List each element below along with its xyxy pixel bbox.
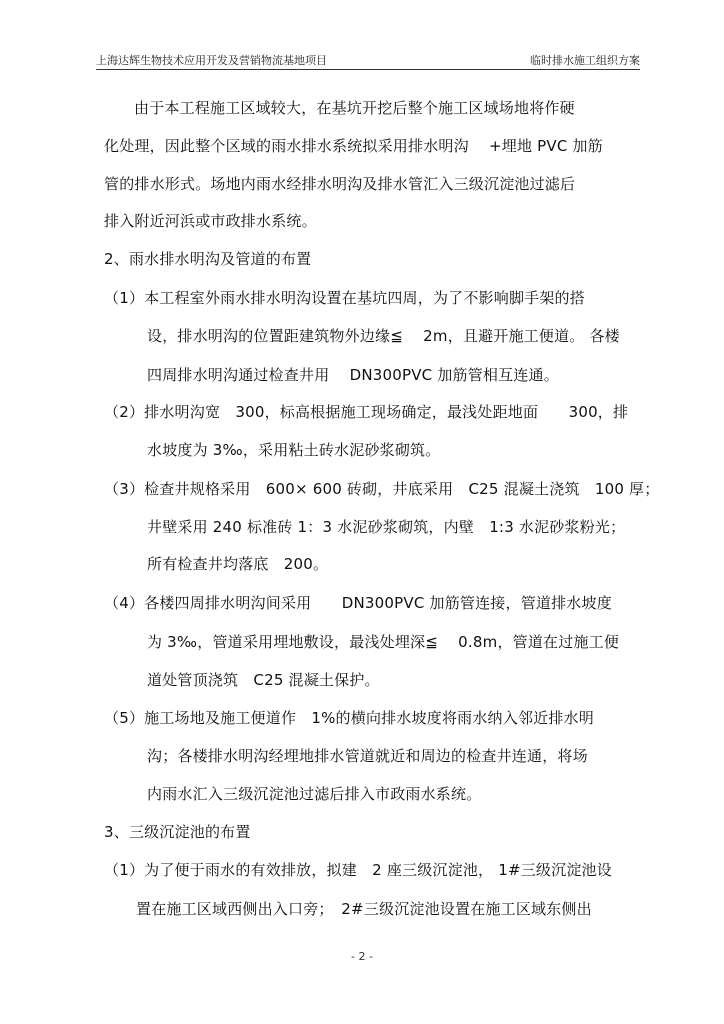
header-document-title: 临时排水施工组织方案 [530, 54, 640, 67]
section-heading: 2、雨水排水明沟及管道的布置 [104, 250, 312, 268]
list-item-line: （4）各楼四周排水明沟间采用 DN300PVC 加筋管连接，管道排水坡度 [104, 594, 612, 612]
list-item-line: 设，排水明沟的位置距建筑物外边缘≦ 2m，且避开施工便道。 各楼 [147, 327, 620, 345]
list-item-line: 沟；各楼排水明沟经埋地排水管道就近和周边的检查井连通，将场 [147, 747, 588, 765]
page-number: - 2 - [351, 950, 373, 963]
list-item-line: （3）检查井规格采用 600× 600 砖砌，井底采用 C25 混凝土浇筑 100 厚； [104, 480, 660, 498]
list-item-line: 井壁采用 240 标准砖 1：3 水泥砂浆砌筑，内壁 1:3 水泥砂浆粉光； [147, 518, 626, 536]
header-project-title: 上海达辉生物技术应用开发及营销物流基地项目 [96, 54, 327, 67]
list-item-line: （2）排水明沟宽 300，标高根据施工现场确定，最浅处距地面 300，排 [104, 403, 629, 421]
list-item-line: （1）为了便于雨水的有效排放，拟建 2 座三级沉淀池， 1#三级沉淀池设 [104, 861, 612, 879]
list-item-line: 道处管顶浇筑 C25 混凝土保护。 [147, 671, 380, 689]
list-item-line: 水坡度为 3‰，采用粘土砖水泥砂浆砌筑。 [147, 441, 441, 459]
list-item-line: 四周排水明沟通过检查井用 DN300PVC 加筋管相互连通。 [147, 366, 559, 384]
list-item-line: 置在施工区域西侧出入口旁； 2#三级沉淀池设置在施工区域东侧出 [136, 900, 592, 918]
list-item-line: （1）本工程室外雨水排水明沟设置在基坑四周，为了不影响脚手架的搭 [104, 289, 585, 307]
section-heading: 3、三级沉淀池的布置 [104, 823, 251, 841]
list-item-line: 为 3‰，管道采用埋地敷设，最浅处埋深≦ 0.8m，管道在过施工便 [147, 633, 620, 651]
paragraph-line: 排入附近河浜或市政排水系统。 [104, 212, 317, 230]
list-item-line: （5）施工场地及施工便道作 1%的横向排水坡度将雨水纳入邻近排水明 [104, 709, 594, 727]
list-item-line: 内雨水汇入三级沉淀池过滤后排入市政雨水系统。 [147, 785, 482, 803]
page-header [96, 52, 640, 70]
list-item-line: 所有检查井均落底 200。 [147, 555, 329, 573]
paragraph-line: 管的排水形式。场地内雨水经排水明沟及排水管汇入三级沉淀池过滤后 [104, 175, 576, 193]
header-divider [96, 69, 640, 70]
paragraph-line: 由于本工程施工区域较大，在基坑开挖后整个施工区域场地将作硬 [134, 99, 575, 117]
paragraph-line: 化处理，因此整个区域的雨水排水系统拟采用排水明沟 +埋地 PVC 加筋 [104, 137, 603, 155]
